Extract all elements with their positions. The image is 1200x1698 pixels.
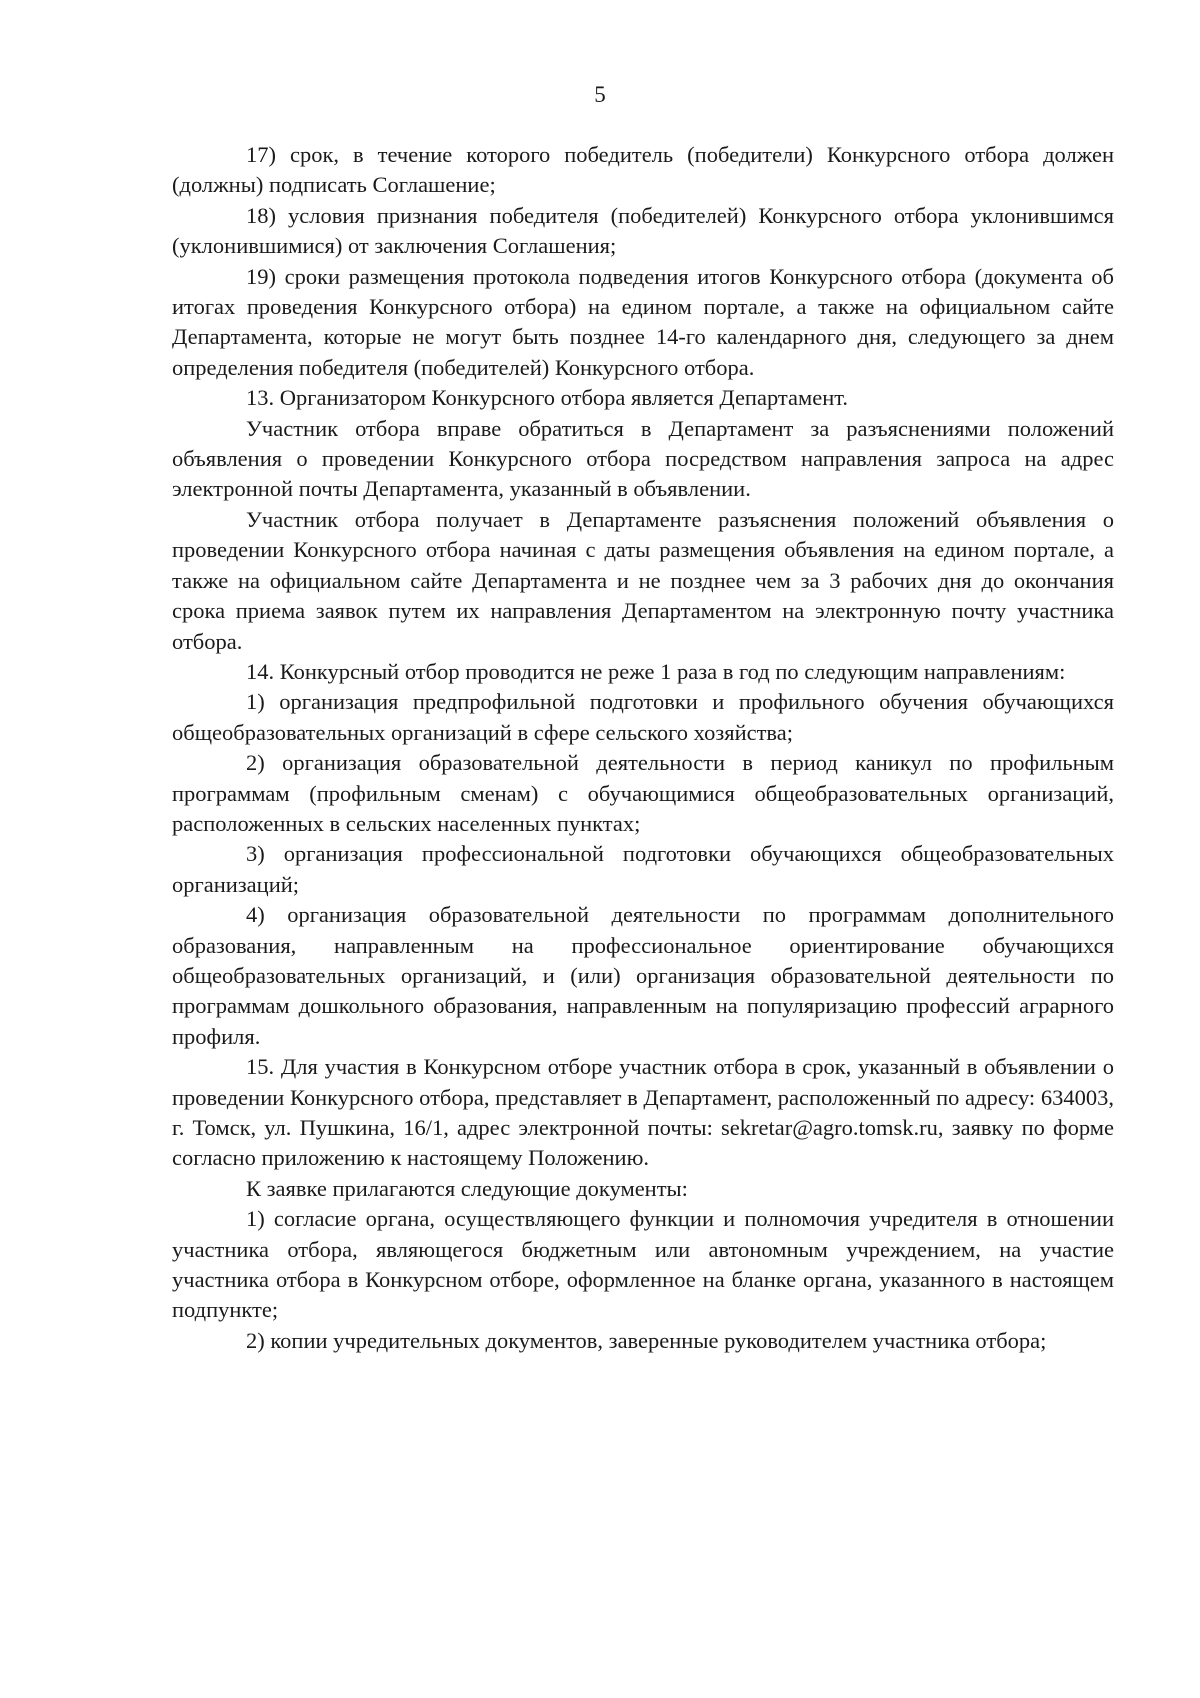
paragraph-item-17: 17) срок, в течение которого победитель (победители) Конкурсного отбора должен (должны) подписать Соглашение; [172, 142, 1114, 198]
paragraph-attachment-1: 1) согласие органа, осуществляющего функции и полномочия учредителя в отношении участника отбора, являющегося бюджетным или автономным учреждением, на участие участника отбора в Конкурсном отборе, оформленное на бланке органа, указанного в настоящем подпункте; [172, 1206, 1114, 1323]
paragraph-direction-3: 3) организация профессиональной подготовки обучающихся общеобразовательных организаций; [172, 841, 1114, 897]
paragraph-attachment-2: 2) копии учредительных документов, заверенные руководителем участника отбора; [246, 1327, 1047, 1353]
paragraph-clarification-request: Участник отбора вправе обратиться в Департамент за разъяснениями положений объявления о проведении Конкурсного отбора посредством направления запроса на адрес электронной почты Департамента, указанный в объявлении. [172, 415, 1114, 502]
paragraph-section-14: 14. Конкурсный отбор проводится не реже 1 раза в год по следующим направлениям: [246, 658, 1066, 684]
paragraph-item-18: 18) условия признания победителя (победителей) Конкурсного отбора уклонившимся (уклонившимися) от заключения Соглашения; [172, 202, 1114, 259]
paragraph-direction-4: 4) организация образовательной деятельности по программам дополнительного образования, направленным на профессиональное ориентирование обучающихся общеобразовательных организаций, и (или) организация образовательной деятельности по программам дошкольного образования, направленным на популяризацию профессий аграрного профиля. [172, 902, 1114, 1049]
paragraph-direction-2: 2) организация образовательной деятельности в период каникул по профильным программам (профильным сменам) с обучающимися общеобразовательных организаций, расположенных в сельских населенных пунктах; [172, 750, 1114, 836]
paragraph-section-15: 15. Для участия в Конкурсном отборе участник отбора в срок, указанный в объявлении о проведении Конкурсного отбора, представляет в Департамент, расположенный по адресу: 634003, г. Томск, ул. Пушкина, 16/1, адрес электронной почты: sekretar@agro.tomsk.ru, заявку по форме согласно приложению к настоящему Положению. [172, 1054, 1114, 1171]
page-number: 5 [594, 82, 606, 107]
paragraph-clarification-response: Участник отбора получает в Департаменте разъяснения положений объявления о проведении Конкурсного отбора начиная с даты размещения объявления на едином портале, а также на официальном сайте Департамента и не позднее чем за 3 рабочих дня до окончания срока приема заявок путем их направления Департаментом на электронную почту участника отбора. [172, 506, 1114, 654]
document-body [172, 140, 1114, 1356]
paragraph-attachments-intro: К заявке прилагаются следующие документы: [246, 1175, 688, 1201]
paragraph-direction-1: 1) организация предпрофильной подготовки и профильного обучения обучающихся общеобразовательных организаций в сфере сельского хозяйства; [172, 689, 1114, 745]
paragraph-item-19: 19) сроки размещения протокола подведения итогов Конкурсного отбора (документа об итогах проведения Конкурсного отбора) на едином портале, а также на официальном сайте Департамента, которые не могут быть позднее 14-го календарного дня, следующего за днем определения победителя (победителей) Конкурсного отбора. [172, 263, 1114, 380]
paragraph-section-13: 13. Организатором Конкурсного отбора является Департамент. [246, 385, 849, 411]
